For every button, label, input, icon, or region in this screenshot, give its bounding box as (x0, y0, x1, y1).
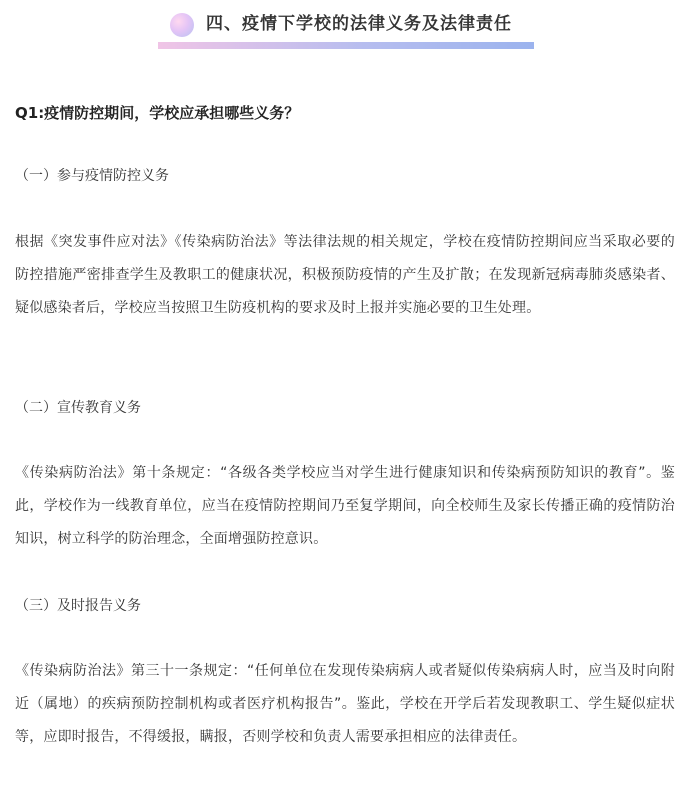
section-paragraph-3: 《传染病防治法》第三十一条规定：“任何单位在发现传染病病人或者疑似传染病病人时，应当及时向附近（属地）的疾病预防控制机构或者医疗机构报告”。鉴此，学校在开学后若发现教职工、学生疑似症状等，应即时报告，不得缓报，瞒报，否则学校和负责人需要承担相应的法律责任。 (15, 663, 675, 745)
section-paragraph-2: 《传染病防治法》第十条规定：“各级各类学校应当对学生进行健康知识和传染病预防知识的教育”。鉴此，学校作为一线教育单位，应当在疫情防控期间乃至复学期间，向全校师生及家长传播正确的疫情防治知识，树立科学的防治理念，全面增强防控意识。 (15, 465, 675, 547)
section-heading-2: （二）宣传教育义务 (15, 400, 141, 416)
bullet-circle-icon (170, 13, 194, 37)
title-underline-bar (158, 42, 534, 49)
section-paragraph-1: 根据《突发事件应对法》《传染病防治法》等法律法规的相关规定，学校在疫情防控期间应当采取必要的防控措施严密排查学生及教职工的健康状况，积极预防疫情的产生及扩散；在发现新冠病毒肺炎感染者、疑似感染者后，学校应当按照卫生防疫机构的要求及时上报并实施必要的卫生处理。 (15, 234, 675, 316)
question-heading: Q1:疫情防控期间，学校应承担哪些义务？ (15, 104, 300, 122)
section-title: 四、疫情下学校的法律义务及法律责任 (206, 14, 512, 34)
section-heading-3: （三）及时报告义务 (15, 598, 141, 614)
section-heading-1: （一）参与疫情防控义务 (15, 168, 169, 184)
section-header (158, 4, 534, 50)
